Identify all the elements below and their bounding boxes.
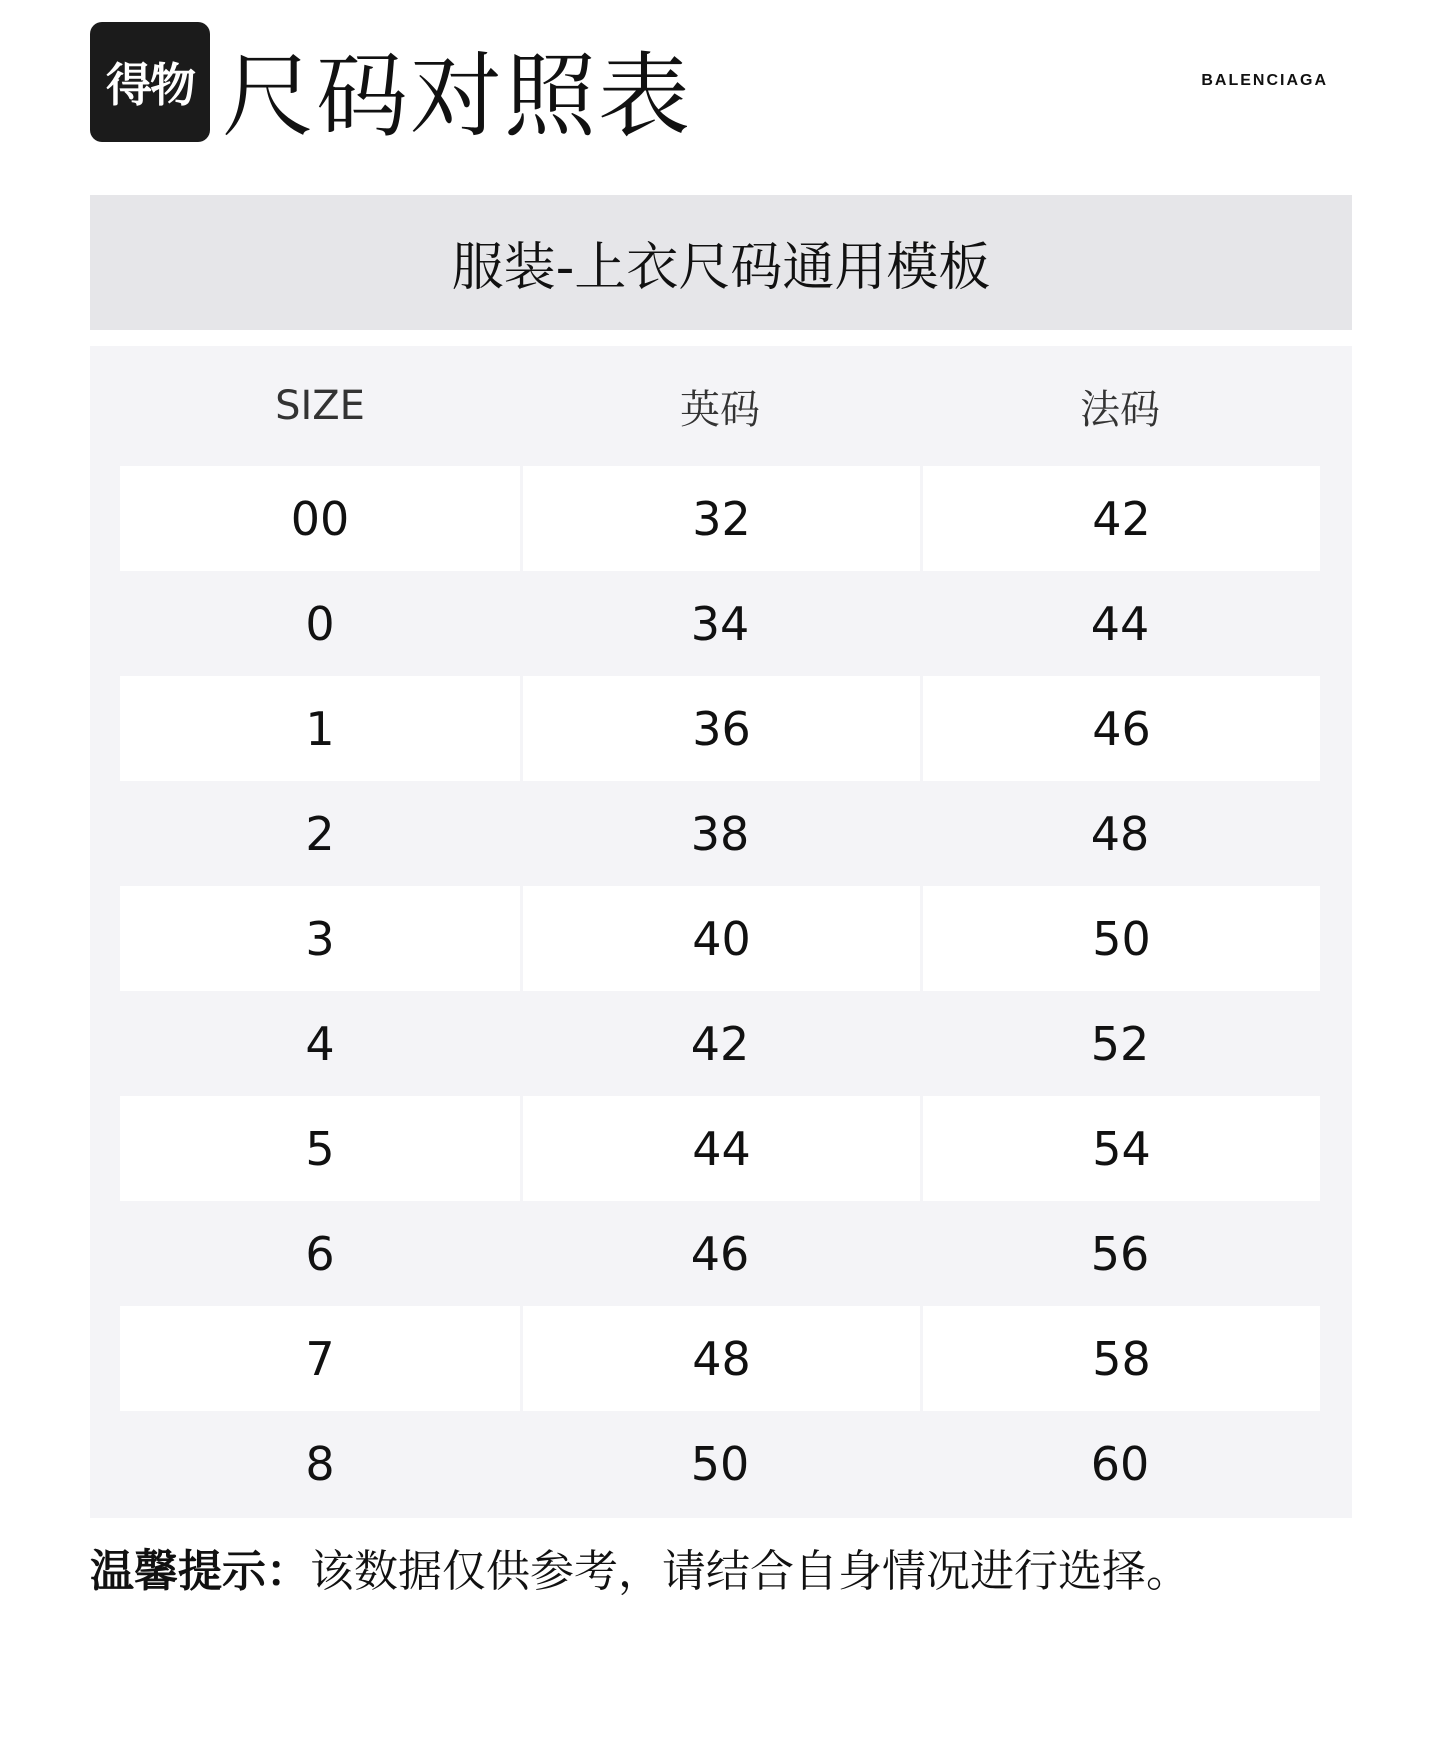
cell-uk: 34 [690,596,750,651]
table-row [120,886,1320,991]
table-body [120,466,1320,1516]
cell-size: 00 [120,466,520,571]
banner-title: 服装-上衣尺码通用模板 [451,238,991,298]
table-row [120,991,1320,1096]
table-row [120,466,1320,571]
cell-size: 5 [120,1096,520,1201]
column-header-size: SIZE [275,383,365,429]
cell-size: 8 [305,1436,335,1491]
cell-fr: 58 [920,1306,1320,1411]
cell-fr: 52 [1090,1016,1150,1071]
cell-fr: 46 [920,676,1320,781]
table-header [120,346,1320,466]
table-row [120,781,1320,886]
cell-size: 2 [305,806,335,861]
cell-uk: 40 [520,886,920,991]
table-row [120,1411,1320,1516]
logo-text: 得物 [106,58,194,112]
cell-size: 4 [305,1016,335,1071]
brand-name: BALENCIAGA [1201,72,1328,89]
size-table [90,346,1352,1518]
cell-size: 0 [305,596,335,651]
template-banner [90,195,1352,330]
column-header-fr: 法码 [1080,386,1160,433]
cell-uk: 46 [690,1226,750,1281]
table-row [120,1096,1320,1201]
cell-uk: 48 [520,1306,920,1411]
cell-fr: 56 [1090,1226,1150,1281]
cell-size: 1 [120,676,520,781]
cell-uk: 44 [520,1096,920,1201]
cell-fr: 50 [920,886,1320,991]
reminder-text: 该数据仅供参考，请结合自身情况进行选择。 [310,1546,1190,1597]
cell-size: 3 [120,886,520,991]
page-title: 尺码对照表 [222,43,693,150]
cell-uk: 32 [520,466,920,571]
table-row [120,571,1320,676]
table-row [120,676,1320,781]
cell-fr: 48 [1090,806,1150,861]
dewu-logo [90,22,210,142]
cell-fr: 60 [1090,1436,1150,1491]
table-row [120,1201,1320,1306]
reminder-note [90,1535,1190,1599]
table-row [120,1306,1320,1411]
cell-uk: 50 [690,1436,750,1491]
reminder-label: 温馨提示： [90,1546,310,1597]
column-header-uk: 英码 [680,386,760,433]
cell-uk: 42 [690,1016,750,1071]
cell-fr: 54 [920,1096,1320,1201]
cell-size: 7 [120,1306,520,1411]
cell-uk: 36 [520,676,920,781]
cell-uk: 38 [690,806,750,861]
cell-size: 6 [305,1226,335,1281]
cell-fr: 42 [920,466,1320,571]
cell-fr: 44 [1090,596,1150,651]
